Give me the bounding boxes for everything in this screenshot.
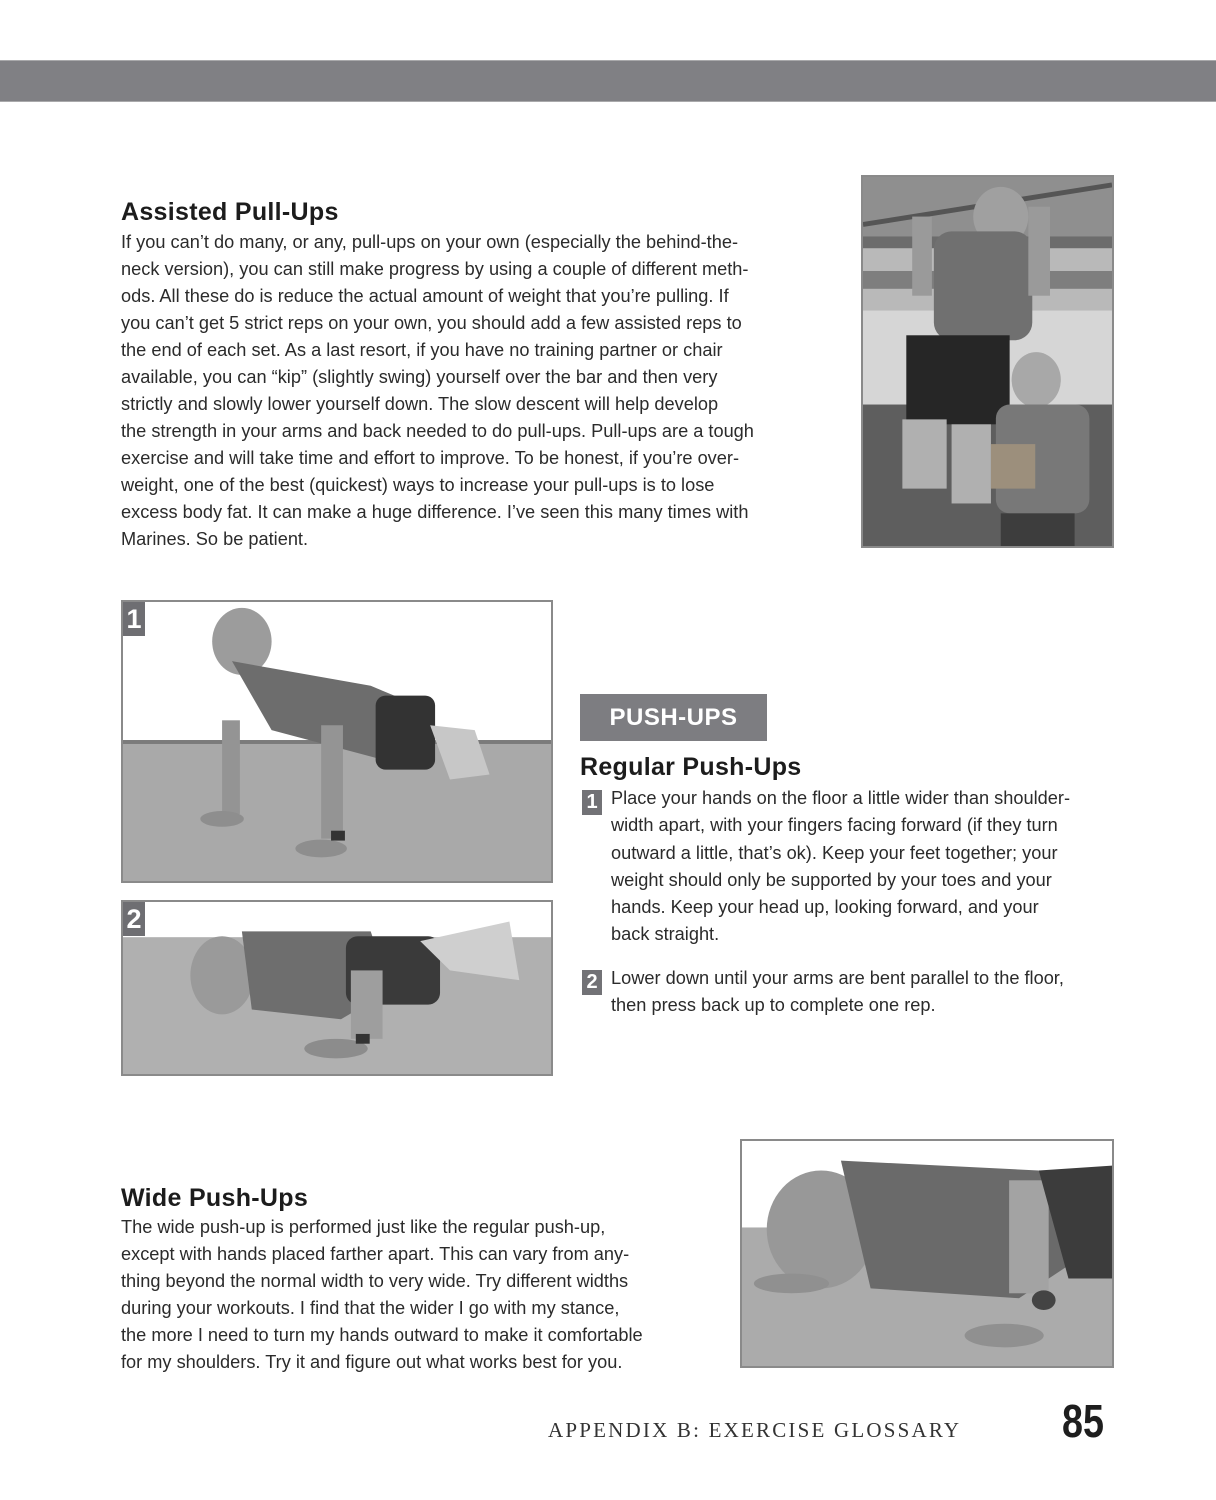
wide-pushup-illustration	[742, 1141, 1112, 1366]
text-line: The wide push-up is performed just like the regular push-up,	[121, 1217, 606, 1237]
text-line: available, you can “kip” (slightly swing) yourself over the bar and then very	[121, 367, 718, 387]
wide-pushups-heading: Wide Push-Ups	[121, 1184, 309, 1212]
text-line: ods. All these do is reduce the actual amount of weight that you’re pulling. If	[121, 286, 729, 306]
text-line: the end of each set. As a last resort, if you have no training partner or chair	[121, 340, 723, 360]
text-line: then press back up to complete one rep.	[611, 995, 936, 1016]
regular-pushups-heading: Regular Push-Ups	[580, 753, 802, 781]
text-line: width apart, with your fingers facing forward (if they turn	[611, 815, 1058, 836]
step-number-badge: 2	[582, 970, 602, 995]
text-line: except with hands placed farther apart. This can vary from any-	[121, 1244, 630, 1264]
text-line: neck version), you can still make progress by using a couple of different meth-	[121, 259, 749, 279]
pullup-photo-illustration	[863, 177, 1112, 546]
pushup-down-illustration	[123, 902, 551, 1074]
pushup-step-1-photo	[121, 600, 553, 883]
step-badge: 2	[123, 902, 145, 936]
step-text	[611, 965, 1064, 1020]
pushup-step-2-photo	[121, 900, 553, 1076]
text-line: Place your hands on the floor a little wider than shoulder-	[611, 788, 1070, 808]
text-line: exercise and will take time and effort to improve. To be honest, if you’re over-	[121, 448, 740, 468]
text-line: weight, one of the best (quickest) ways to increase your pull-ups is to lose	[121, 475, 715, 495]
text-line: hands. Keep your head up, looking forward, and your	[611, 897, 1039, 918]
assisted-pullups-body	[121, 229, 754, 553]
text-line: If you can’t do many, or any, pull-ups on your own (especially the behind-the-	[121, 232, 739, 252]
step-text	[611, 785, 1070, 949]
text-line: Lower down until your arms are bent parallel to the floor,	[611, 968, 1064, 988]
page-number: 85	[1062, 1395, 1104, 1447]
text-line: outward a little, that’s ok). Keep your feet together; your	[611, 842, 1058, 863]
text-line: during your workouts. I find that the wider I go with my stance,	[121, 1298, 620, 1318]
pushup-up-illustration	[123, 602, 551, 881]
text-line: back straight.	[611, 924, 720, 945]
text-line: excess body fat. It can make a huge difference. I’ve seen this many times with	[121, 502, 749, 522]
running-footer-title: APPENDIX B: EXERCISE GLOSSARY	[548, 1418, 962, 1442]
header-band	[0, 60, 1216, 102]
step-badge: 1	[123, 602, 145, 636]
text-line: you can’t get 5 strict reps on your own, you should add a few assisted reps to	[121, 313, 742, 333]
section-tag-pushups: PUSH-UPS	[580, 694, 767, 741]
text-line: Marines. So be patient.	[121, 529, 309, 549]
step-number-badge: 1	[582, 790, 602, 815]
text-line: thing beyond the normal width to very wide. Try different widths	[121, 1271, 629, 1291]
text-line: the strength in your arms and back needed to do pull-ups. Pull-ups are a tough	[121, 421, 754, 441]
assisted-pullup-photo	[861, 175, 1114, 548]
text-line: weight should only be supported by your toes and your	[611, 869, 1052, 890]
assisted-pullups-heading: Assisted Pull-Ups	[121, 198, 339, 226]
wide-pushup-photo	[740, 1139, 1114, 1368]
text-line: strictly and slowly lower yourself down. The slow descent will help develop	[121, 394, 719, 414]
wide-pushups-body	[121, 1214, 643, 1376]
text-line: for my shoulders. Try it and figure out what works best for you.	[121, 1352, 623, 1372]
text-line: the more I need to turn my hands outward to make it comfortable	[121, 1325, 643, 1345]
